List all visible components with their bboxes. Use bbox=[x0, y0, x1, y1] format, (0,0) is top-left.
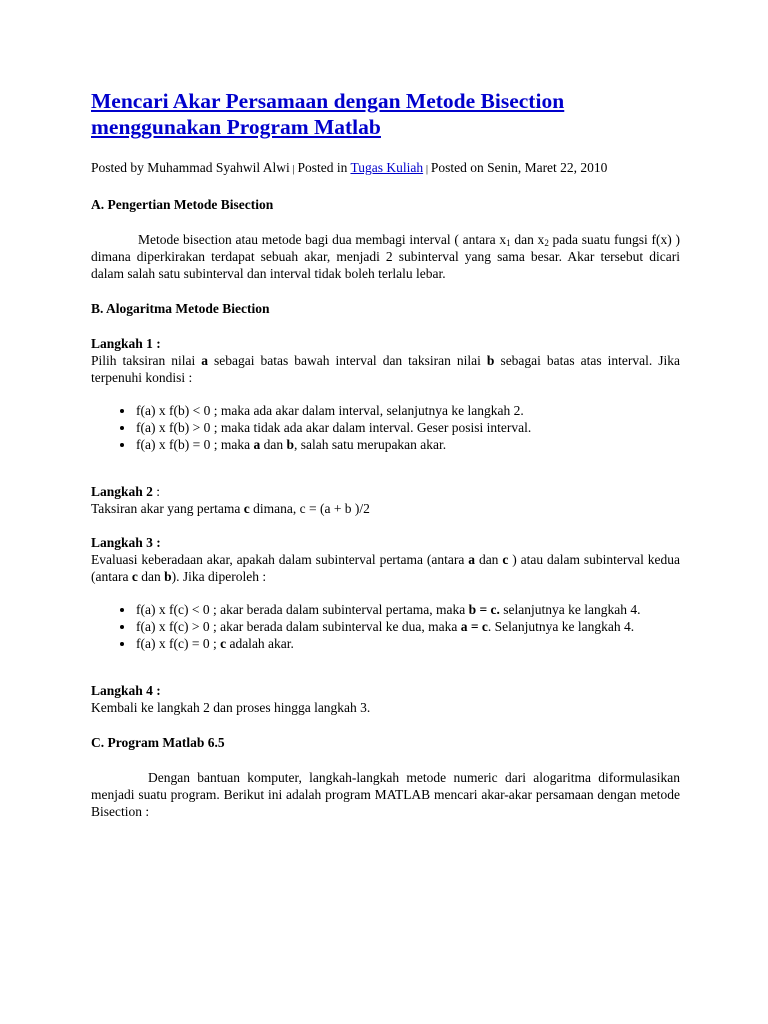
section-a-heading: A. Pengertian Metode Bisection bbox=[91, 197, 274, 212]
subscript: 1 bbox=[506, 238, 511, 248]
meta-separator: | bbox=[423, 163, 431, 175]
posted-in-label: Posted in bbox=[297, 160, 351, 175]
text-run: . Selanjutnya ke langkah 4. bbox=[487, 619, 635, 634]
list-item bbox=[135, 618, 680, 635]
bold-run: b bbox=[286, 437, 294, 452]
text-run: Evaluasi keberadaan akar, apakah dalam subinterval pertama (antara bbox=[91, 552, 469, 567]
section-c-paragraph: Dengan bantuan komputer, langkah-langkah metode numeric dari alogaritma diformulasikan menjadi suatu program. Berikut ini adalah program MATLAB mencari akar-akar persamaan dengan metode Bisection : bbox=[91, 770, 680, 819]
bold-run: a bbox=[253, 437, 261, 452]
text-run: pada suatu fungsi f(x) ) dimana diperkirakan terdapat sebuah akar, menjadi 2 subinterval yang sama besar. Akar tersebut dicari dalam salah satu subinterval dan interval tidak boleh terlalu lebar. bbox=[91, 232, 680, 281]
bold-run: c bbox=[220, 636, 227, 651]
text-run: f(a) x f(c) < 0 ; akar berada dalam subinterval pertama, maka bbox=[136, 602, 469, 617]
langkah-1-heading: Langkah 1 : bbox=[91, 336, 161, 351]
text-run: dan bbox=[137, 569, 165, 584]
text-run: selanjutnya ke langkah 4. bbox=[499, 602, 641, 617]
bold-run: a bbox=[468, 552, 476, 567]
list-item bbox=[135, 635, 680, 652]
list-item: • f(a) x f(b) < 0 ; maka ada akar dalam interval, selanjutnya ke langkah 2. bbox=[135, 402, 680, 419]
bold-run: b = c. bbox=[468, 602, 500, 617]
langkah-4-heading: Langkah 4 : bbox=[91, 683, 161, 698]
list-item bbox=[135, 601, 680, 618]
text-run: f(a) x f(c) = 0 ; bbox=[136, 636, 221, 651]
text-run: Metode bisection atau metode bagi dua membagi interval ( antara x bbox=[138, 232, 507, 247]
langkah-1-text bbox=[91, 352, 680, 386]
bold-run: Langkah 2 bbox=[91, 484, 153, 499]
text-run: dimana, c = (a + b )/2 bbox=[249, 501, 370, 516]
posted-by: Posted by Muhammad Syahwil Alwi bbox=[91, 160, 290, 175]
langkah-2-text bbox=[91, 500, 680, 517]
section-b-heading: B. Alogaritma Metode Biection bbox=[91, 301, 270, 316]
list-item bbox=[135, 436, 680, 453]
text-run: Taksiran akar yang pertama bbox=[91, 501, 244, 516]
text-run: adalah akar. bbox=[226, 636, 294, 651]
bold-run: b bbox=[164, 569, 172, 584]
title-line-2: menggunakan Program Matlab bbox=[91, 115, 381, 139]
bold-run: c bbox=[131, 569, 138, 584]
langkah-4-text: Kembali ke langkah 2 dan proses hingga langkah 3. bbox=[91, 700, 371, 715]
text-run: sebagai batas atas interval. Jika terpenuhi kondisi : bbox=[91, 353, 681, 385]
text-run: dan bbox=[260, 437, 287, 452]
category-link[interactable]: Tugas Kuliah bbox=[350, 160, 424, 175]
text-run: sebagai batas bawah interval dan taksiran nilai bbox=[208, 353, 487, 368]
post-meta bbox=[91, 159, 680, 178]
bold-run: a bbox=[201, 353, 208, 368]
text-run: dan bbox=[475, 552, 503, 567]
bold-run: c bbox=[243, 501, 250, 516]
langkah-2-heading bbox=[91, 483, 680, 500]
text-run: , salah satu merupakan akar. bbox=[293, 437, 447, 452]
text-run: ). Jika diperoleh : bbox=[171, 569, 267, 584]
text-run: dan x bbox=[510, 232, 545, 247]
text-run: ) atau dalam subinterval kedua (antara bbox=[91, 552, 680, 584]
langkah-3-list bbox=[91, 601, 680, 652]
bold-run: a = c bbox=[460, 619, 488, 634]
meta-separator: | bbox=[289, 163, 298, 175]
section-c-heading: C. Program Matlab 6.5 bbox=[91, 735, 225, 750]
bold-run: c bbox=[502, 552, 509, 567]
post-title-link[interactable] bbox=[91, 89, 564, 139]
title-line-1: Mencari Akar Persamaan dengan Metode Bisection bbox=[91, 89, 565, 113]
subscript: 2 bbox=[544, 238, 549, 248]
section-a-paragraph bbox=[91, 231, 680, 282]
langkah-3-heading: Langkah 3 : bbox=[91, 535, 161, 550]
post-title bbox=[91, 88, 680, 140]
langkah-1-list bbox=[91, 402, 680, 453]
text-run: : bbox=[152, 484, 161, 499]
posted-on: Posted on Senin, Maret 22, 2010 bbox=[430, 160, 608, 175]
text-run: f(a) x f(c) > 0 ; akar berada dalam subinterval ke dua, maka bbox=[136, 619, 461, 634]
langkah-3-text bbox=[91, 551, 680, 585]
text-run: Pilih taksiran nilai bbox=[91, 353, 202, 368]
text-run: f(a) x f(b) = 0 ; maka bbox=[136, 437, 254, 452]
bold-run: b bbox=[486, 353, 495, 368]
list-item: • f(a) x f(b) > 0 ; maka tidak ada akar dalam interval. Geser posisi interval. bbox=[135, 419, 680, 436]
